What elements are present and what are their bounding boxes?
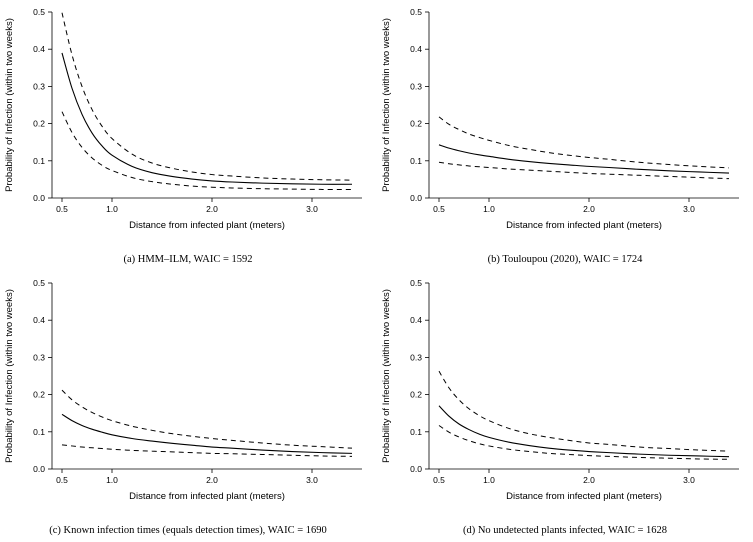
svg-text:1.0: 1.0	[106, 475, 118, 485]
svg-text:0.5: 0.5	[33, 278, 45, 288]
chart-panel-a	[0, 0, 376, 271]
svg-text:0.5: 0.5	[56, 204, 68, 214]
svg-text:0.0: 0.0	[33, 464, 45, 474]
svg-text:Probability of Infection (with: Probability of Infection (within two weeks)	[4, 289, 15, 463]
svg-text:0.4: 0.4	[33, 315, 45, 326]
svg-text:2.0: 2.0	[583, 204, 595, 214]
svg-text:Probability of Infection (with: Probability of Infection (within two weeks)	[381, 18, 392, 192]
svg-text:0.0: 0.0	[410, 464, 422, 474]
chart-panel-d	[377, 271, 753, 542]
plot-area-d	[377, 271, 753, 513]
plot-area-a	[0, 0, 376, 242]
panel-caption-d: (d) No undetected plants infected, WAIC = 1628	[462, 525, 667, 536]
svg-text:0.4: 0.4	[410, 315, 422, 326]
svg-text:0.5: 0.5	[433, 204, 445, 214]
svg-text:0.2: 0.2	[33, 389, 45, 400]
svg-text:0.0: 0.0	[410, 193, 422, 203]
chart-content-d	[381, 278, 739, 502]
svg-text:1.0: 1.0	[106, 204, 118, 214]
series-dashed	[439, 117, 729, 168]
svg-text:0.5: 0.5	[433, 475, 445, 485]
series-dashed	[439, 371, 729, 451]
svg-text:1.0: 1.0	[483, 204, 495, 214]
plot-area-b	[377, 0, 753, 242]
chart-panel-b	[377, 0, 753, 271]
svg-text:Distance from infected plant (: Distance from infected plant (meters)	[129, 491, 285, 502]
svg-text:3.0: 3.0	[306, 475, 318, 485]
panel-caption-a: (a) HMM–ILM, WAIC = 1592	[123, 254, 253, 265]
svg-text:Distance from infected plant (: Distance from infected plant (meters)	[506, 220, 662, 231]
svg-text:2.0: 2.0	[206, 204, 218, 214]
svg-text:0.3: 0.3	[33, 352, 45, 363]
svg-text:0.5: 0.5	[56, 475, 68, 485]
series-dashed	[62, 13, 352, 180]
svg-text:0.1: 0.1	[33, 426, 45, 437]
svg-text:0.1: 0.1	[410, 155, 422, 166]
svg-text:0.3: 0.3	[410, 352, 422, 363]
svg-text:0.0: 0.0	[33, 193, 45, 203]
svg-text:3.0: 3.0	[683, 204, 695, 214]
svg-text:0.5: 0.5	[410, 7, 422, 17]
series-solid	[439, 145, 729, 173]
svg-text:1.0: 1.0	[483, 475, 495, 485]
chart-svg-d	[377, 271, 753, 513]
svg-text:3.0: 3.0	[306, 204, 318, 214]
svg-text:Distance from infected plant (: Distance from infected plant (meters)	[129, 220, 285, 231]
svg-text:Distance from infected plant (: Distance from infected plant (meters)	[506, 491, 662, 502]
series-solid	[62, 414, 352, 453]
chart-content-a	[4, 7, 362, 231]
plot-area-c	[0, 271, 376, 513]
svg-text:Probability of Infection (with: Probability of Infection (within two weeks)	[381, 289, 392, 463]
series-solid	[62, 53, 352, 184]
svg-text:0.3: 0.3	[33, 81, 45, 92]
svg-text:0.5: 0.5	[33, 7, 45, 17]
series-dashed	[439, 162, 729, 178]
chart-svg-b	[377, 0, 753, 242]
chart-svg-a	[0, 0, 376, 242]
svg-text:0.2: 0.2	[410, 118, 422, 129]
chart-content-b	[381, 7, 739, 231]
svg-text:0.2: 0.2	[410, 389, 422, 400]
svg-text:0.1: 0.1	[33, 155, 45, 166]
svg-text:3.0: 3.0	[683, 475, 695, 485]
svg-text:0.4: 0.4	[33, 44, 45, 55]
chart-svg-c	[0, 271, 376, 513]
series-dashed	[439, 425, 729, 459]
svg-text:2.0: 2.0	[583, 475, 595, 485]
svg-text:0.5: 0.5	[410, 278, 422, 288]
svg-text:0.2: 0.2	[33, 118, 45, 129]
series-dashed	[62, 390, 352, 448]
svg-text:0.3: 0.3	[410, 81, 422, 92]
svg-text:2.0: 2.0	[206, 475, 218, 485]
svg-text:0.4: 0.4	[410, 44, 422, 55]
svg-text:0.1: 0.1	[410, 426, 422, 437]
series-dashed	[62, 112, 352, 190]
chart-panel-c	[0, 271, 376, 542]
panel-caption-b: (b) Touloupou (2020), WAIC = 1724	[487, 254, 643, 265]
panel-caption-c: (c) Known infection times (equals detection times), WAIC = 1690	[49, 525, 327, 536]
svg-text:Probability of Infection (with: Probability of Infection (within two weeks)	[4, 18, 15, 192]
chart-content-c	[4, 278, 362, 502]
